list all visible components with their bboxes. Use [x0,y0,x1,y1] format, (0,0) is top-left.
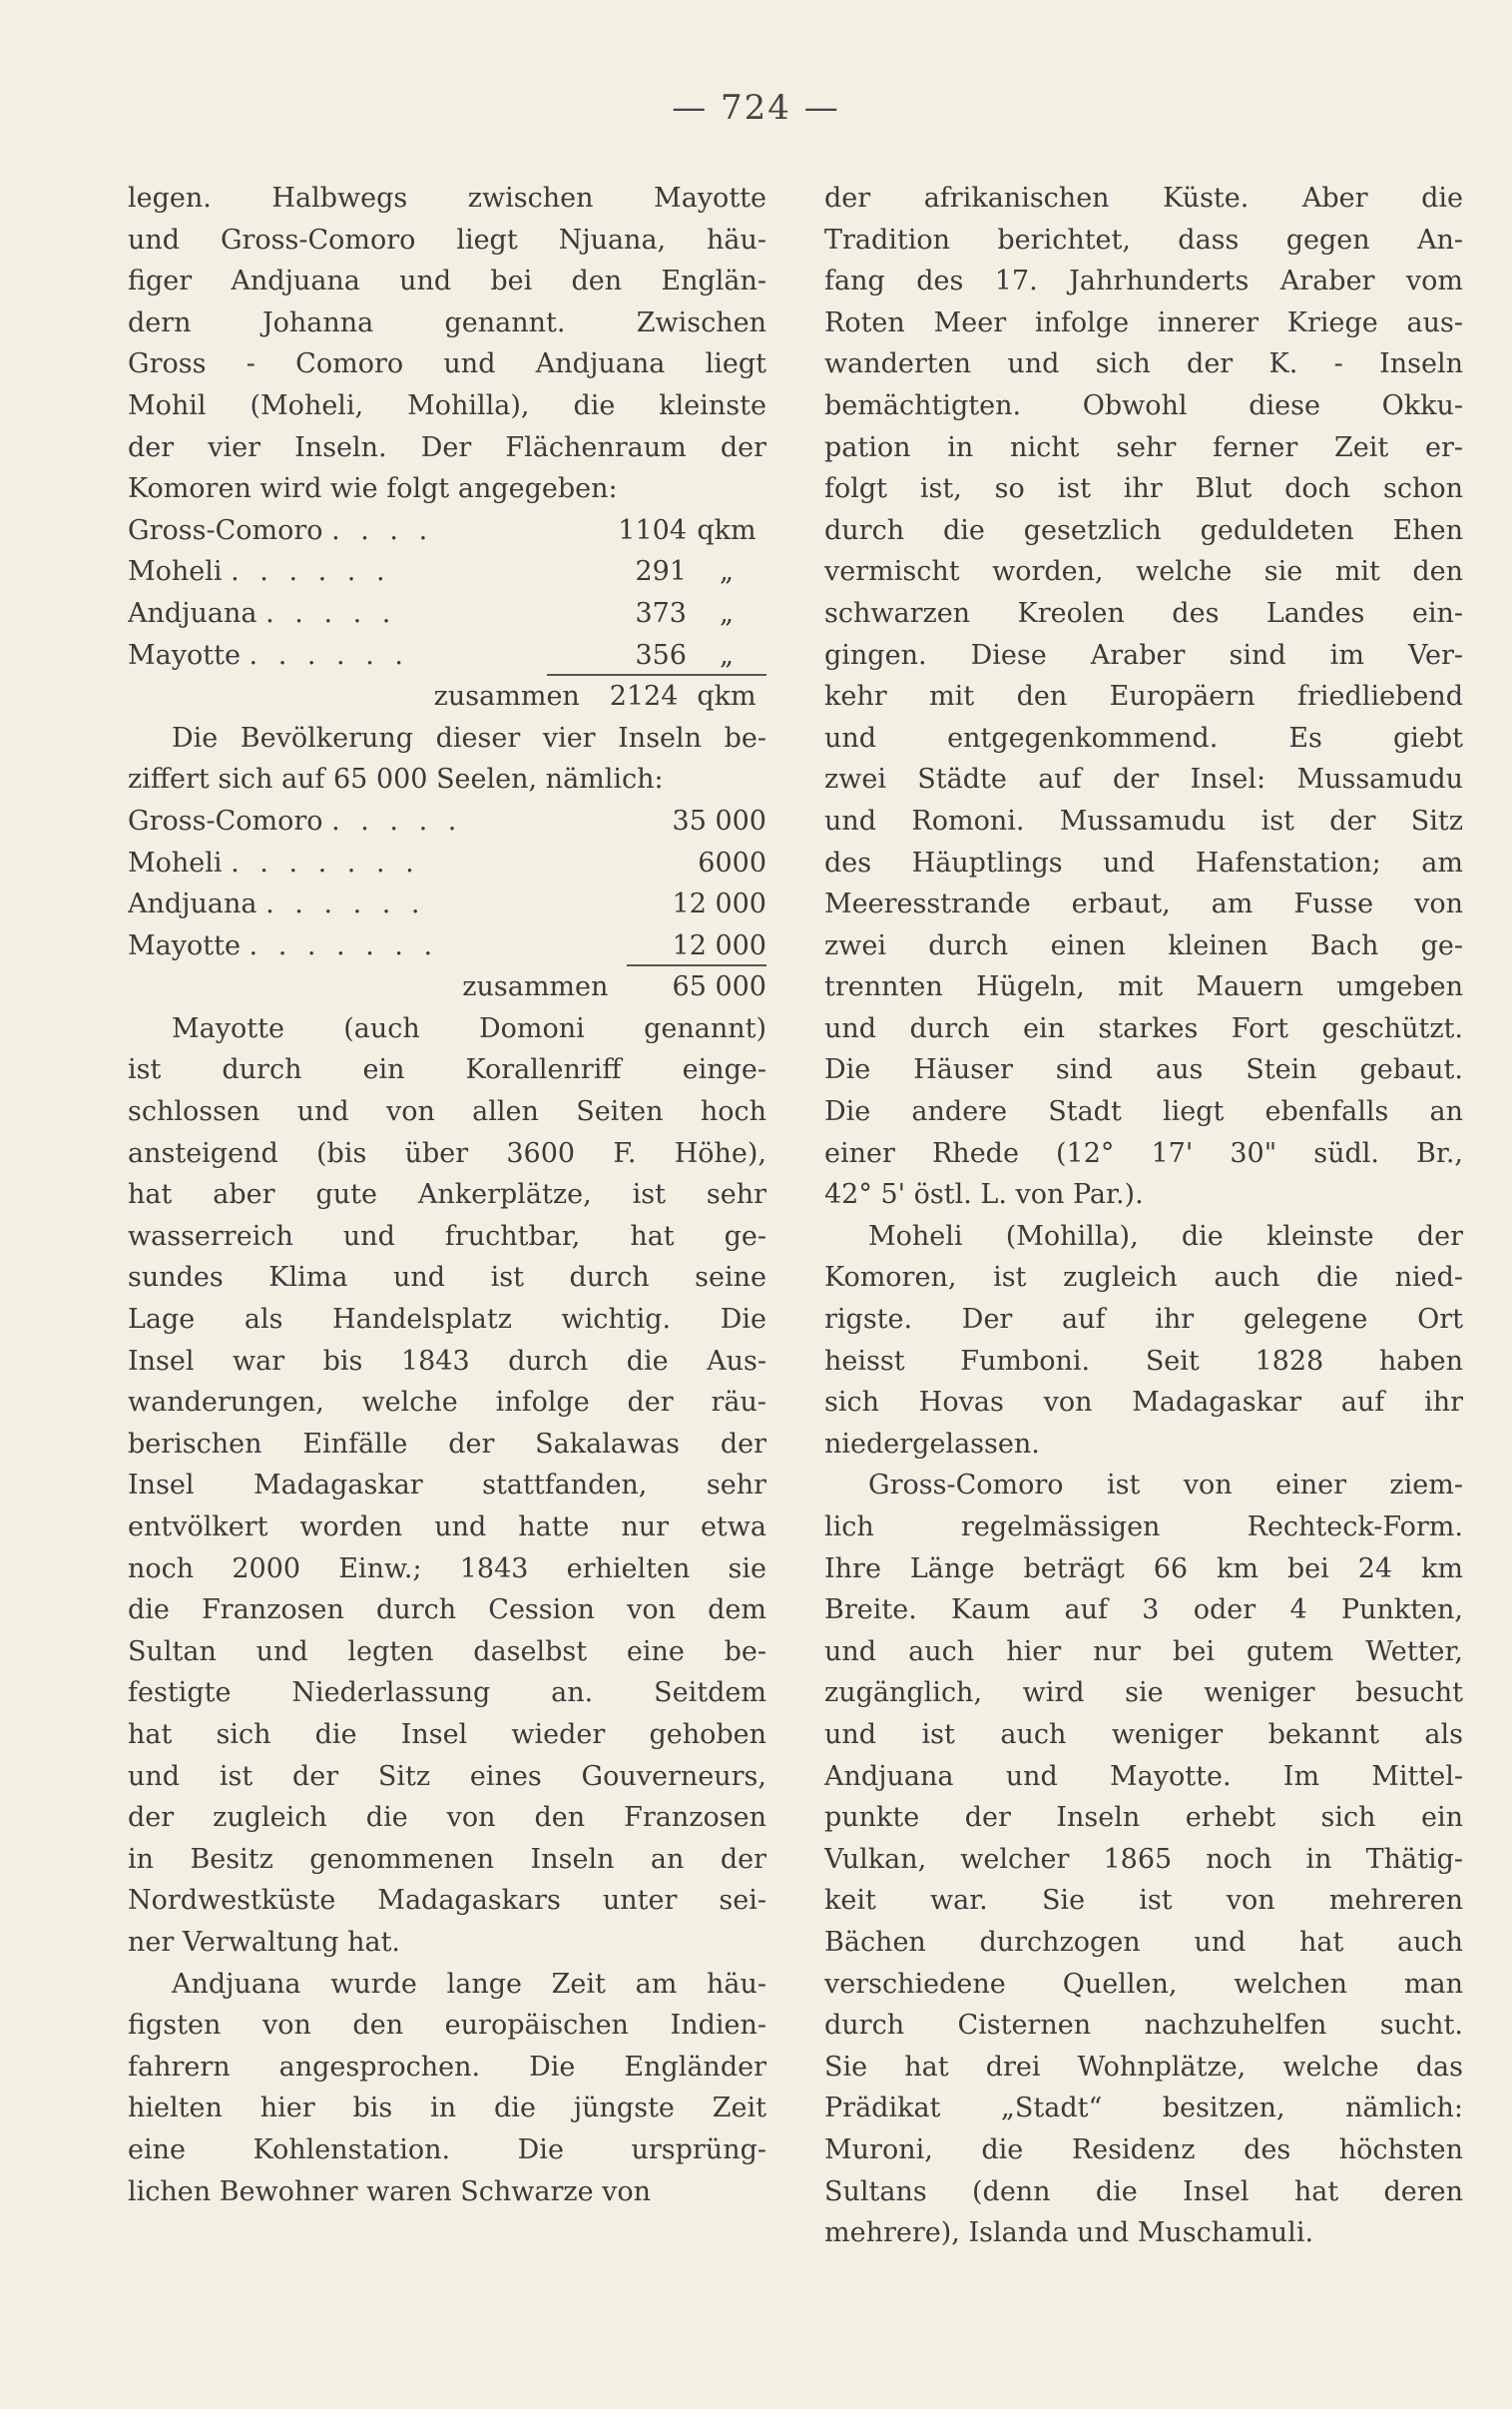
text-line: Die Bevölkerung dieser vier Inseln be- [172,722,766,754]
text-line: schwarzen Kreolen des Landes ein- [824,597,1463,629]
text-line: Die Häuser sind aus Stein gebaut. [824,1054,1463,1086]
row-name [128,884,627,925]
text-line: hat aber gute Ankerplätze, ist sehr [128,1179,766,1211]
row-label: Gross-Comoro [128,514,323,546]
text-line: der afrikanischen Küste. Aber die [824,183,1463,214]
row-unit: „ [720,556,734,588]
text-line: gingen. Diese Araber sind im Ver- [824,639,1463,671]
text-line: trennten Hügeln, mit Mauern umgeben [824,971,1463,1003]
row-unit: qkm [697,514,756,546]
row-name [128,801,627,843]
text-line: legen. Halbwegs zwischen Mayotte [128,183,766,214]
population-total-value: 65 000 [672,971,766,1003]
text-line: und auch hier nur bei gutem Wetter, [824,1635,1463,1667]
row-value: 6000 [698,847,766,879]
text-line: hielten hier bis in die jüngste Zeit [128,2093,766,2124]
text-line: Ihre Länge beträgt 66 km bei 24 km [824,1552,1463,1584]
left-column [128,178,766,2212]
row-unit: „ [687,635,766,677]
row-name [128,551,547,593]
table-row [128,801,766,843]
text-line: zwei Städte auf der Insel: Mussamudu [824,764,1463,796]
text-line: vermischt worden, welche sie mit den [824,556,1463,588]
row-value: 291 [635,556,687,588]
row-label: Mayotte [128,639,241,671]
row-value: 12 000 [672,889,766,920]
text-line: der vier Inseln. Der Flächenraum der [128,431,766,463]
text-line: ziffert sich auf 65 000 Seelen, nämlich: [128,764,664,796]
row-name [128,510,547,552]
text-line: und ist auch weniger bekannt als [824,1718,1463,1750]
text-line: Roten Meer infolge innerer Kriege aus- [824,306,1463,338]
text-line: berischen Einfälle der Sakalawas der [128,1428,766,1460]
area-total-unit: qkm [697,681,756,713]
text-line: entvölkert worden und hatte nur etwa [128,1511,766,1542]
text-line: lich regelmässigen Rechteck-Form. [824,1511,1463,1542]
population-intro [128,718,766,801]
table-row [128,925,766,967]
row-dots: . . . . . . [231,556,391,588]
text-line: zugänglich, wird sie weniger besucht [824,1677,1463,1709]
text-line: fang des 17. Jahrhunderts Araber vom [824,266,1463,298]
text-line: ansteigend (bis über 3600 F. Höhe), [128,1137,766,1169]
row-value: 35 000 [672,805,766,837]
right-body-text [824,178,1463,2254]
text-line: schlossen und von allen Seiten hoch [128,1096,766,1128]
text-line: Sultan und legten daselbst eine be- [128,1635,766,1667]
text-line: Nordwestküste Madagaskars unter sei- [128,1885,766,1917]
table-row [128,551,766,593]
text-line: fahrern angesprochen. Die Engländer [128,2051,766,2083]
text-line: der zugleich die von den Franzosen [128,1802,766,1834]
text-line: heisst Fumboni. Seit 1828 haben [824,1345,1463,1377]
text-line: Sultans (denn die Insel hat deren [824,2175,1463,2207]
row-name [128,925,627,967]
text-line: sundes Klima und ist durch seine [128,1262,766,1294]
text-line: dern Johanna genannt. Zwischen [128,306,766,338]
text-line: zwei durch einen kleinen Bach ge- [824,929,1463,961]
text-line: eine Kohlenstation. Die ursprüng- [128,2133,766,2165]
population-table [128,801,766,966]
row-dots: . . . . . [265,597,397,629]
row-dots: . . . . [331,514,434,546]
row-dots: . . . . . . [249,639,409,671]
text-line: und Romoni. Mussamudu ist der Sitz [824,805,1463,837]
text-line: Tradition berichtet, dass gegen An- [824,224,1463,256]
text-line: hat sich die Insel wieder gehoben [128,1718,766,1750]
text-line: wanderungen, welche infolge der räu- [128,1387,766,1419]
text-line: ist durch ein Korallenriff einge- [128,1054,766,1086]
table-row [128,635,766,677]
text-line: Insel war bis 1843 durch die Aus- [128,1345,766,1377]
row-label: Gross-Comoro [128,805,323,837]
area-table [128,510,766,676]
row-name [128,635,547,677]
row-dots: . . . . . [331,805,463,837]
text-line: Prädikat „Stadt“ besitzen, nämlich: [824,2093,1463,2124]
text-line: figer Andjuana und bei den Englän- [128,266,766,298]
text-line: ner Verwaltung hat. [128,1926,401,1958]
text-line: die Franzosen durch Cession von dem [128,1594,766,1626]
text-line: des Häuptlings und Hafenstation; am [824,847,1463,879]
text-line: figsten von den europäischen Indien- [128,2010,766,2042]
text-line: bemächtigten. Obwohl diese Okku- [824,389,1463,421]
text-line: mehrere), Islanda und Muschamuli. [824,2217,1314,2249]
right-column [824,178,1463,2254]
text-line: Komoren, ist zugleich auch die nied- [824,1262,1463,1294]
area-total-value: 2124 [609,681,679,713]
text-line: und entgegenkommend. Es giebt [824,722,1463,754]
text-line: in Besitz genommenen Inseln an der [128,1843,766,1875]
text-line: Muroni, die Residenz des höchsten [824,2133,1463,2165]
table-row [128,593,766,635]
text-line: Andjuana und Mayotte. Im Mittel- [824,1760,1463,1792]
row-unit: „ [720,597,734,629]
text-line: Breite. Kaum auf 3 oder 4 Punkten, [824,1594,1463,1626]
text-line: rigste. Der auf ihr gelegene Ort [824,1304,1463,1336]
row-label: Mayotte [128,929,241,961]
text-line: 42° 5' östl. L. von Par.). [824,1179,1144,1211]
area-total-label: zusammen [433,681,580,713]
text-line: Insel Madagaskar stattfanden, sehr [128,1470,766,1502]
row-dots: . . . . . . . [249,929,439,961]
text-line: folgt ist, so ist ihr Blut doch schon [824,473,1463,505]
text-line: punkte der Inseln erhebt sich ein [824,1802,1463,1834]
text-line: noch 2000 Einw.; 1843 erhielten sie [128,1552,766,1584]
text-line: Komoren wird wie folgt angegeben: [128,473,618,505]
text-line: und durch ein starkes Fort geschützt. [824,1012,1463,1044]
row-name [128,593,547,635]
text-line: Andjuana wurde lange Zeit am häu- [172,1968,766,2000]
text-line: Bächen durchzogen und hat auch [824,1926,1463,1958]
text-line: Lage als Handelsplatz wichtig. Die [128,1304,766,1336]
text-line: pation in nicht sehr ferner Zeit er- [824,431,1463,463]
text-line: niedergelassen. [824,1428,1040,1460]
text-line: und ist der Sitz eines Gouverneurs, [128,1760,766,1792]
text-line: durch die gesetzlich geduldeten Ehen [824,514,1463,546]
text-line: und Gross-Comoro liegt Njuana, häu- [128,224,766,256]
text-line: wanderten und sich der K. - Inseln [824,348,1463,380]
text-line: durch Cisternen nachzuhelfen sucht. [824,2010,1463,2042]
text-line: Gross - Comoro und Andjuana liegt [128,348,766,380]
text-line: Meeresstrande erbaut, am Fusse von [824,889,1463,920]
table-row [128,884,766,925]
row-value: 356 [547,635,687,677]
text-line: Vulkan, welcher 1865 noch in Thätig- [824,1843,1463,1875]
row-label: Andjuana [128,597,257,629]
row-value: 12 000 [627,925,766,967]
text-line: keit war. Sie ist von mehreren [824,1885,1463,1917]
text-line: Sie hat drei Wohnplätze, welche das [824,2051,1463,2083]
population-total-row [128,966,766,1008]
area-total-row [128,676,766,718]
row-dots: . . . . . . [265,889,426,920]
left-body-text [128,1008,766,2212]
row-label: Andjuana [128,889,257,920]
table-row [128,843,766,885]
text-line: verschiedene Quellen, welchen man [824,1968,1463,2000]
population-total-label: zusammen [462,971,609,1003]
text-line: Moheli (Mohilla), die kleinste der [868,1220,1463,1252]
row-label: Moheli [128,847,223,879]
table-row [128,510,766,552]
row-value: 1104 [618,514,687,546]
row-label: Moheli [128,556,223,588]
intro-paragraph [128,178,766,510]
text-line: Mayotte (auch Domoni genannt) [172,1012,766,1044]
page-number: — 724 — [672,88,840,128]
row-value: 373 [635,597,687,629]
text-line: Gross-Comoro ist von einer ziem- [868,1470,1463,1502]
text-line: kehr mit den Europäern friedliebend [824,681,1463,713]
text-line: festigte Niederlassung an. Seitdem [128,1677,766,1709]
text-line: Die andere Stadt liegt ebenfalls an [824,1096,1463,1128]
text-line: sich Hovas von Madagaskar auf ihr [824,1387,1463,1419]
text-line: einer Rhede (12° 17' 30" südl. Br., [824,1137,1463,1169]
text-line: Mohil (Moheli, Mohilla), die kleinste [128,389,766,421]
row-name [128,843,627,885]
text-line: wasserreich und fruchtbar, hat ge- [128,1220,766,1252]
text-line: lichen Bewohner waren Schwarze von [128,2175,652,2207]
row-dots: . . . . . . . [231,847,420,879]
